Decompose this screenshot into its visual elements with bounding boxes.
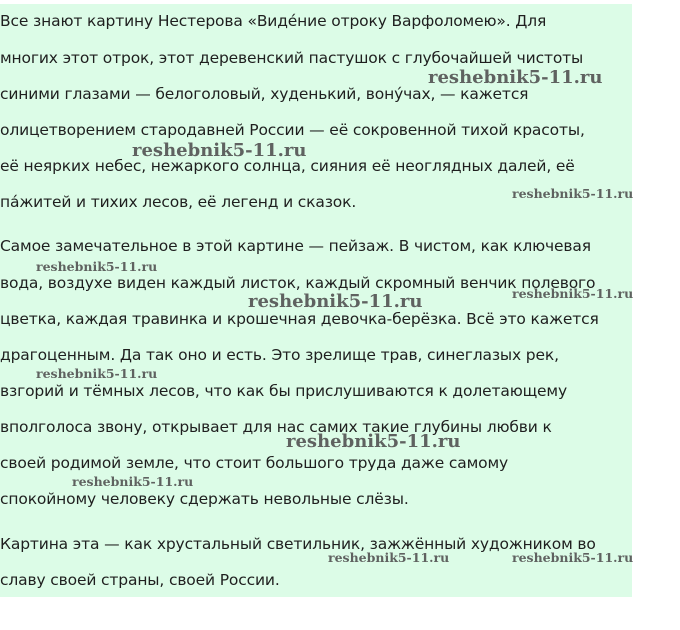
paragraph-1-line-4: олицетворением стародавней России — её сокровенной тихой красоты,	[0, 121, 585, 139]
paragraph-2-line-4: драгоценным. Да так оно и есть. Это зрелище трав, синеглазых рек,	[0, 346, 559, 364]
watermark: reshebnik5-11.ru	[512, 286, 634, 301]
watermark: reshebnik5-11.ru	[36, 366, 158, 381]
watermark: reshebnik5-11.ru	[428, 67, 603, 88]
watermark: reshebnik5-11.ru	[132, 140, 307, 161]
paragraph-2-line-3: цветка, каждая травинка и крошечная девочка-берёзка. Всё это кажется	[0, 310, 599, 328]
watermark: reshebnik5-11.ru	[512, 550, 634, 565]
paragraph-2-line-8: спокойному человеку сдержать невольные слёзы.	[0, 490, 409, 508]
watermark: reshebnik5-11.ru	[36, 259, 158, 274]
paragraph-2-line-5: взгорий и тёмных лесов, что как бы прислушиваются к долетающему	[0, 382, 568, 400]
paragraph-1-line-1: Все знают картину Нестерова «Виде́ние отроку Варфоломею». Для	[0, 12, 547, 30]
paragraph-2-line-1: Самое замечательное в этой картине — пейзаж. В чистом, как ключевая	[0, 237, 591, 255]
watermark: reshebnik5-11.ru	[72, 474, 194, 489]
paragraph-2-line-7: своей родимой земле, что стоит большого труда даже самому	[0, 454, 509, 472]
paragraph-1-line-2: многих этот отрок, этот деревенский пастушок с глубочайшей чистоты	[0, 49, 584, 67]
paragraph-3-line-1: Картина эта — как хрустальный светильник, зажжённый художником во	[0, 535, 596, 553]
paragraph-2-line-6: вполголоса звону, открывает для нас самих такие глубины любви к	[0, 418, 552, 436]
watermark: reshebnik5-11.ru	[328, 550, 450, 565]
paragraph-2-line-2: вода, воздухе виден каждый листок, каждый скромный венчик полевого	[0, 274, 596, 292]
paragraph-1-line-5: её неярких небес, нежаркого солнца, сияния её неоглядных далей, её	[0, 157, 575, 175]
paragraph-1-line-3: синими глазами — белоголовый, худенький, вону́чах, — кажется	[0, 85, 529, 103]
paragraph-1-line-6: па́житей и тихих лесов, её легенд и сказок.	[0, 193, 357, 211]
watermark: reshebnik5-11.ru	[248, 291, 423, 312]
paragraph-3-line-2: славу своей страны, своей России.	[0, 571, 280, 589]
watermark: reshebnik5-11.ru	[512, 186, 634, 201]
watermark: reshebnik5-11.ru	[286, 431, 461, 452]
